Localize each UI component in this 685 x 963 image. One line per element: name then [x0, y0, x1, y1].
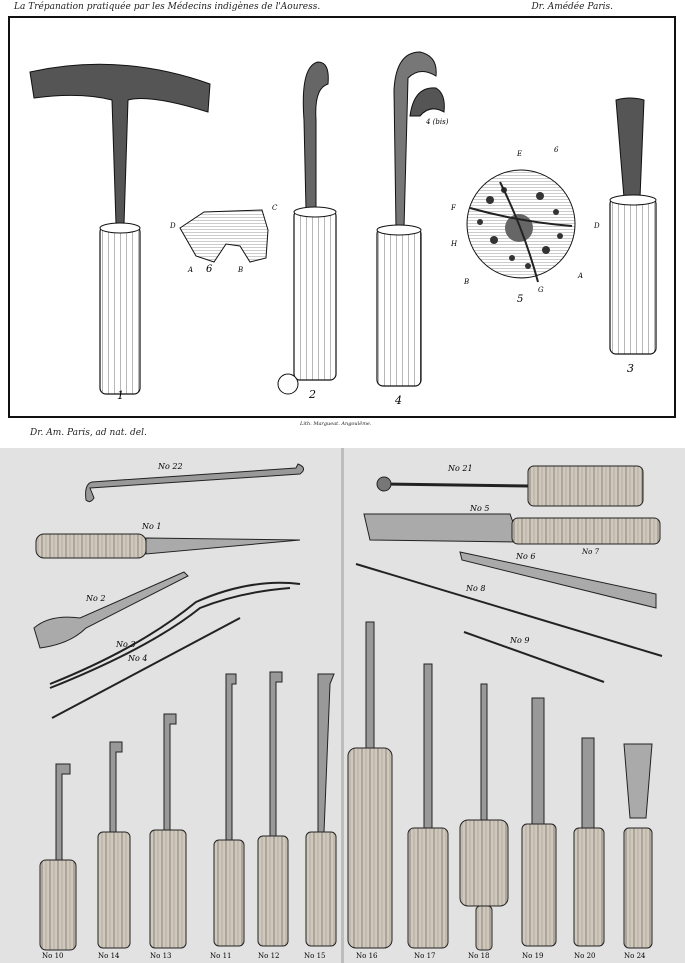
instrument-6-blade [460, 552, 656, 608]
handle-13 [150, 830, 186, 948]
handle-15 [306, 832, 336, 946]
instrument-22-hook [86, 464, 304, 502]
figure-number-4-bis: 4 (bis) [426, 118, 449, 126]
handle-17 [408, 828, 448, 948]
blade-14 [110, 742, 122, 832]
handle-12 [258, 836, 288, 946]
label-no-13: No 13 [150, 952, 172, 960]
fig5-letter-e: E [517, 150, 523, 158]
figure-2-hooked-trephine [278, 62, 336, 394]
handle-10 [40, 860, 76, 950]
label-no-14: No 14 [98, 952, 120, 960]
fig5-letter-f: F [451, 204, 456, 212]
fig5-letter-6: 6 [554, 146, 559, 154]
plate-drawings [0, 0, 685, 448]
figure-3-flat-trephine [610, 98, 656, 354]
blade-10 [56, 764, 70, 860]
figure-4-hooked-trephine [377, 52, 444, 386]
label-no-2: No 2 [86, 594, 106, 603]
lithograph-plate [0, 0, 685, 448]
blade-13 [164, 714, 176, 830]
figure-number-1: 1 [117, 389, 124, 402]
plate-author: Dr. Amédée Paris. [531, 2, 613, 12]
library-stamp [278, 374, 298, 394]
lithographer-credit: Lith. Margueat. Angoulême. [300, 421, 372, 427]
instrument-9-hook [464, 632, 604, 682]
label-no-9: No 9 [510, 636, 530, 645]
label-no-20: No 20 [574, 952, 596, 960]
handle-16 [348, 748, 392, 948]
blade-16 [366, 622, 374, 748]
blade-11 [226, 674, 236, 840]
instrument-8-rod [356, 564, 662, 656]
label-no-12: No 12 [258, 952, 280, 960]
instrument-1-blade [146, 538, 300, 554]
plate-title: La Trépanation pratiquée par les Médecins indigènes de l'Aouress. [14, 2, 321, 12]
figure-5-skull-disc [467, 170, 575, 282]
figure-number-3: 3 [627, 362, 634, 375]
label-no-24: No 24 [624, 952, 646, 960]
instrument-21-handle [528, 466, 643, 506]
label-no-4: No 4 [128, 654, 148, 663]
label-no-3: No 3 [116, 640, 136, 649]
label-no-11: No 11 [210, 952, 232, 960]
label-no-5: No 5 [470, 504, 490, 513]
fig5-letter-d: D [594, 222, 600, 230]
label-no-17: No 17 [414, 952, 436, 960]
instrument-5-blade [364, 514, 520, 542]
handle-19 [522, 824, 556, 946]
label-no-15: No 15 [304, 952, 326, 960]
instrument-5-handle [512, 518, 660, 544]
fig6-letter-a: A [188, 266, 194, 274]
figure-number-2: 2 [309, 388, 316, 401]
photo-drawings [0, 448, 685, 963]
blade-17 [424, 664, 432, 828]
label-no-10: No 10 [42, 952, 64, 960]
handle-20 [574, 828, 604, 946]
instrument-21-shaft [384, 484, 528, 486]
label-no-16: No 16 [356, 952, 378, 960]
instrument-21-crown [377, 477, 391, 491]
handle-11 [214, 840, 244, 946]
label-no-18: No 18 [468, 952, 490, 960]
handle-14 [98, 832, 130, 948]
instrument-photograph [0, 448, 685, 963]
fig5-letter-g: G [538, 286, 544, 294]
blade-19 [532, 698, 544, 824]
figure-number-6: 6 [206, 264, 213, 275]
figure-6-bone-fragment [180, 210, 268, 262]
label-no-7: No 7 [582, 548, 600, 556]
fig6-letter-d: D [170, 222, 176, 230]
label-no-6: No 6 [516, 552, 536, 561]
blade-12 [270, 672, 282, 836]
instrument-1-handle [36, 534, 146, 558]
label-no-19: No 19 [522, 952, 544, 960]
blade-18 [481, 684, 487, 820]
instrument-2-spatula [34, 572, 188, 648]
blade-20 [582, 738, 594, 828]
fig5-letter-h: H [451, 240, 458, 248]
label-no-8: No 8 [466, 584, 486, 593]
label-no-22: No 22 [158, 462, 183, 471]
blade-15 [318, 674, 334, 832]
fig5-letter-b: B [464, 278, 470, 286]
figure-number-5: 5 [517, 294, 524, 305]
fig6-letter-c: C [272, 204, 278, 212]
artist-credit: Dr. Am. Paris, ad nat. del. [30, 428, 147, 438]
fig6-letter-b: B [238, 266, 244, 274]
handle-18-base [476, 906, 492, 950]
label-no-21: No 21 [448, 464, 473, 473]
figure-number-4: 4 [395, 394, 402, 407]
handle-18 [460, 820, 508, 906]
label-no-1: No 1 [142, 522, 162, 531]
blade-24 [624, 744, 652, 818]
handle-24 [624, 828, 652, 948]
fig5-letter-a: A [578, 272, 584, 280]
